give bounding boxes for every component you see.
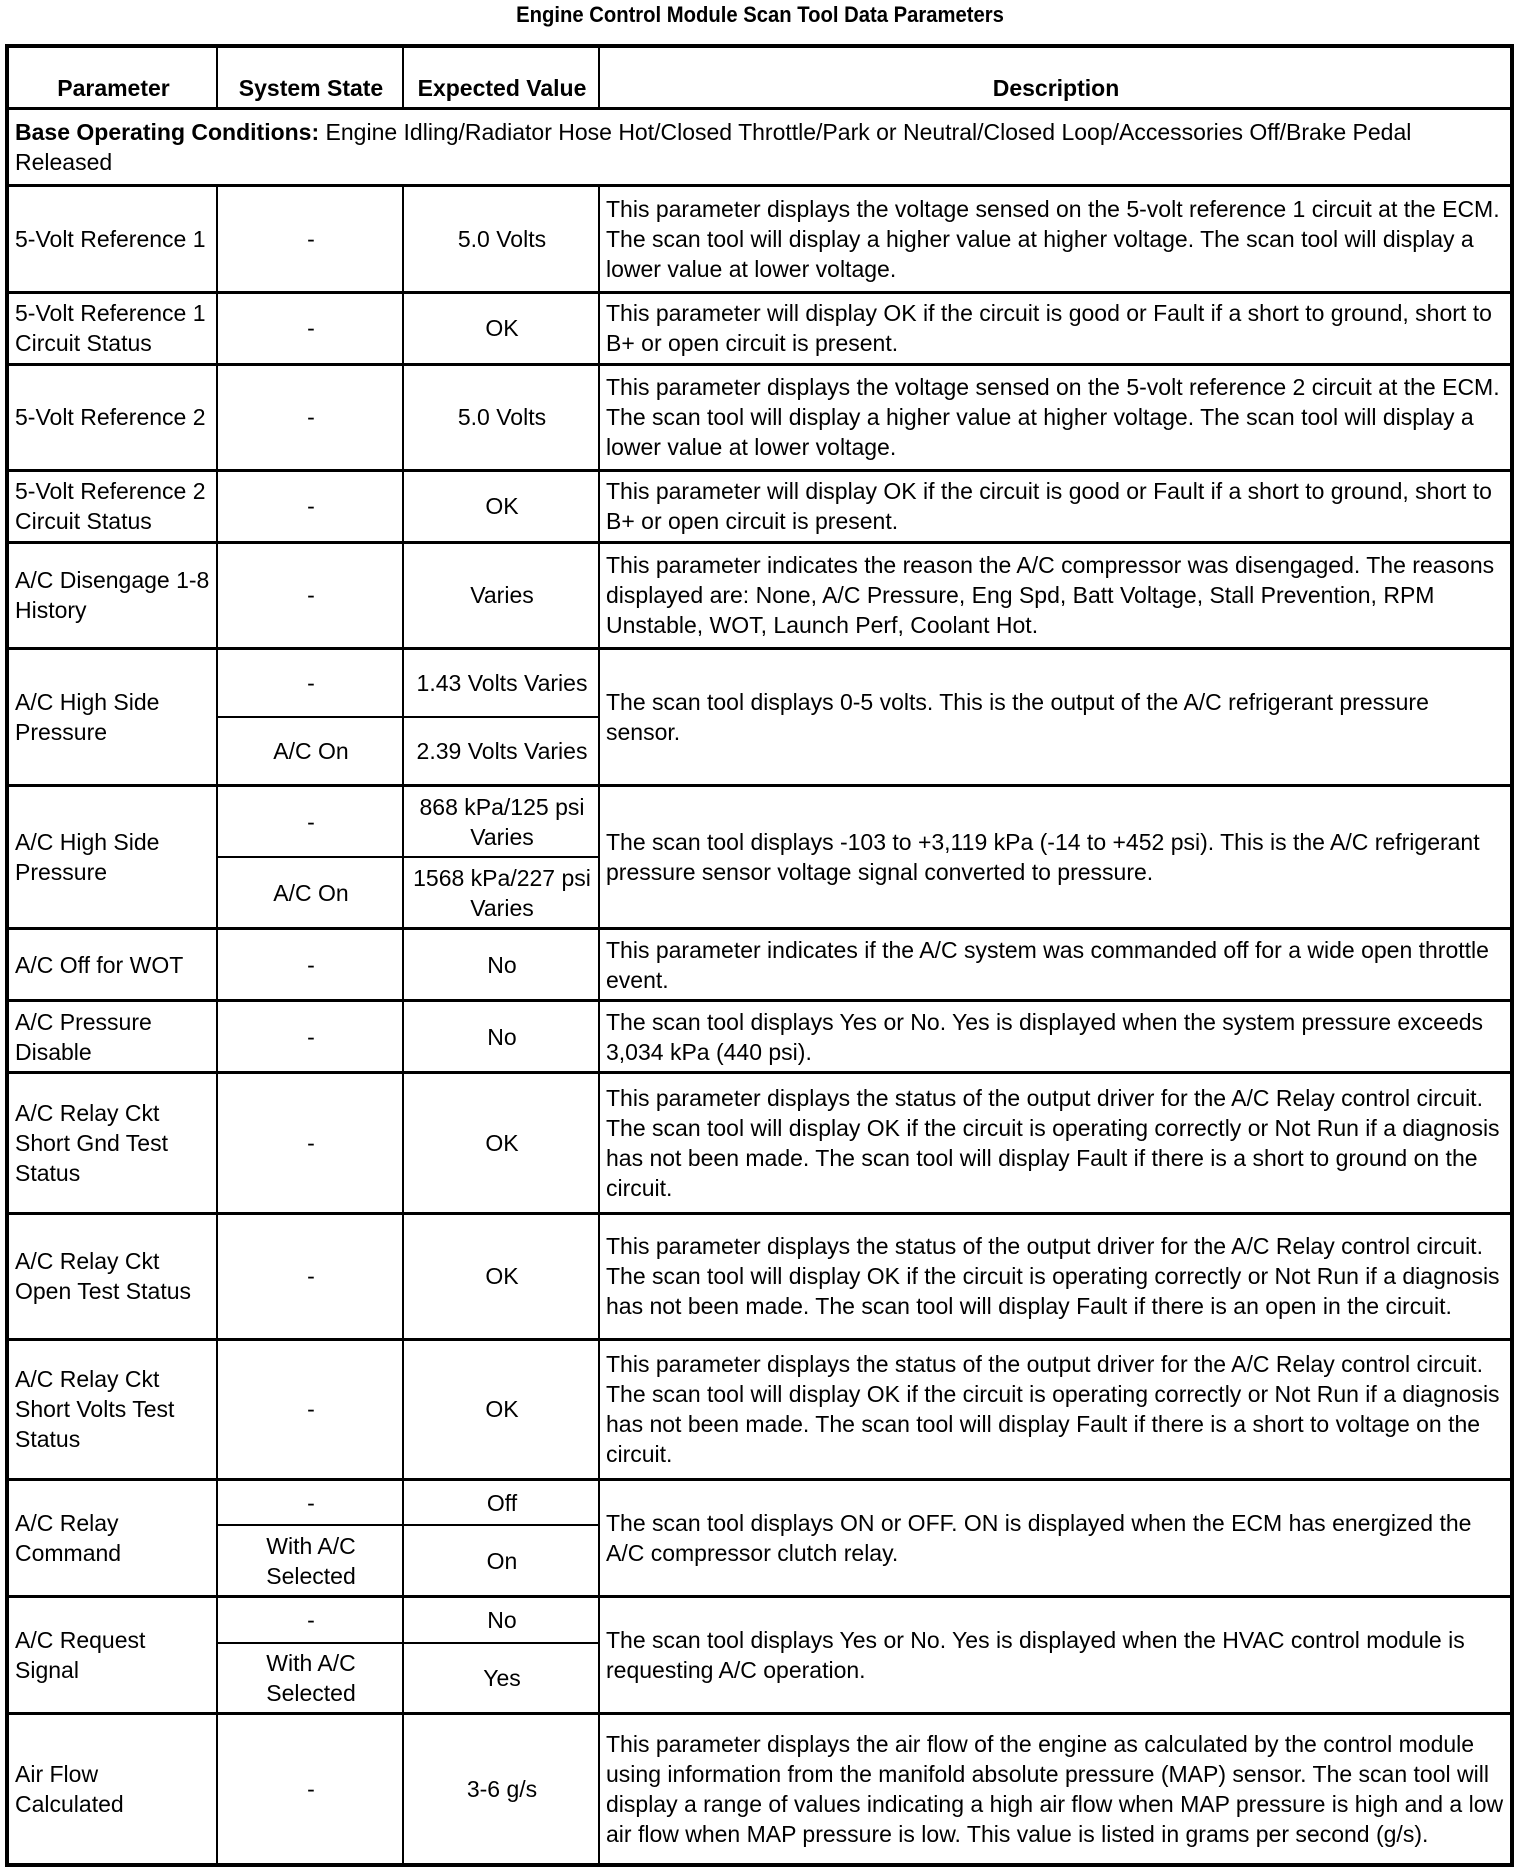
system-state-cell: - [217,649,403,718]
expected-value-cell: 5.0 Volts [403,364,599,470]
system-state-cell: With A/C Selected [217,1525,403,1596]
description-cell: This parameter indicates if the A/C system was commanded off for a wide open throttle event. [599,929,1512,1001]
system-state-cell: - [217,470,403,542]
header-system-state: System State [217,46,403,108]
system-state-cell: - [217,1597,403,1643]
parameter-cell: A/C Disengage 1-8 History [7,542,217,648]
description-cell: This parameter indicates the reason the A/C compressor was disengaged. The reasons displayed are: None, A/C Pressure, Eng Spd, Batt Voltage, Stall Prevention, RPM Unstable, WOT, Launch Perf, Coolant Hot. [599,542,1512,648]
description-cell: This parameter will display OK if the circuit is good or Fault if a short to ground, short to B+ or open circuit is present. [599,470,1512,542]
description-cell: The scan tool displays -103 to +3,119 kPa (-14 to +452 psi). This is the A/C refrigerant pressure sensor voltage signal converted to pressure. [599,786,1512,929]
expected-value-cell: OK [403,292,599,364]
expected-value-cell: 2.39 Volts Varies [403,717,599,786]
scan-tool-parameters-table [5,44,1514,1867]
document-title: Engine Control Module Scan Tool Data Parameters [516,2,1004,27]
expected-value-cell: Varies [403,542,599,648]
description-cell: This parameter displays the status of the output driver for the A/C Relay control circuit. The scan tool will display OK if the circuit is operating correctly or Not Run if a diagnosis has not been made. The scan tool will display Fault if there is an open in the circuit. [599,1213,1512,1339]
parameter-cell: 5-Volt Reference 2 Circuit Status [7,470,217,542]
expected-value-cell: 868 kPa/125 psi Varies [403,786,599,857]
parameter-cell: Air Flow Calculated [7,1714,217,1865]
base-operating-conditions [7,108,1512,186]
expected-value-cell: 3-6 g/s [403,1714,599,1865]
system-state-cell: - [217,1213,403,1339]
system-state-cell: A/C On [217,857,403,928]
system-state-cell: - [217,1001,403,1073]
table-row [7,1339,1512,1480]
table-row [7,1213,1512,1339]
table-row [7,1073,1512,1214]
expected-value-cell: OK [403,1339,599,1480]
parameter-cell: A/C Off for WOT [7,929,217,1001]
table-row [7,1480,1512,1526]
header-expected-value: Expected Value [403,46,599,108]
expected-value-cell: OK [403,1213,599,1339]
parameter-cell: A/C Request Signal [7,1597,217,1714]
expected-value-cell: OK [403,1073,599,1214]
description-cell: The scan tool displays ON or OFF. ON is displayed when the ECM has energized the A/C compressor clutch relay. [599,1480,1512,1597]
table-row [7,364,1512,470]
expected-value-cell: No [403,929,599,1001]
system-state-cell: - [217,1480,403,1526]
parameter-cell: 5-Volt Reference 1 Circuit Status [7,292,217,364]
expected-value-cell: OK [403,470,599,542]
description-cell: This parameter will display OK if the circuit is good or Fault if a short to ground, short to B+ or open circuit is present. [599,292,1512,364]
description-cell: The scan tool displays Yes or No. Yes is displayed when the HVAC control module is requesting A/C operation. [599,1597,1512,1714]
system-state-cell: - [217,186,403,292]
expected-value-cell: Yes [403,1643,599,1714]
table-row [7,786,1512,857]
header-description: Description [599,46,1512,108]
system-state-cell: - [217,1339,403,1480]
expected-value-cell: No [403,1001,599,1073]
description-cell: This parameter displays the voltage sensed on the 5-volt reference 1 circuit at the ECM. The scan tool will display a higher value at higher voltage. The scan tool will display a lower value at lower voltage. [599,186,1512,292]
base-operating-conditions-row [7,108,1512,186]
system-state-cell: A/C On [217,717,403,786]
expected-value-cell: On [403,1525,599,1596]
description-cell: This parameter displays the air flow of the engine as calculated by the control module using information from the manifold absolute pressure (MAP) sensor. The scan tool will display a range of values indicating a high air flow when MAP pressure is high and a low air flow when MAP pressure is low. This value is listed in grams per second (g/s). [599,1714,1512,1865]
base-conditions-text: Engine Idling/Radiator Hose Hot/Closed Throttle/Park or Neutral/Closed Loop/Accessories Off/Brake Pedal Released [15,118,1412,175]
system-state-cell: - [217,292,403,364]
expected-value-cell: Off [403,1480,599,1526]
header-parameter: Parameter [7,46,217,108]
table-row [7,1714,1512,1865]
table-row [7,929,1512,1001]
system-state-cell: - [217,1714,403,1865]
table-header-row [7,46,1512,108]
description-cell: The scan tool displays 0-5 volts. This is the output of the A/C refrigerant pressure sensor. [599,649,1512,786]
parameter-cell: A/C Relay Command [7,1480,217,1597]
table-row [7,1001,1512,1073]
system-state-cell: - [217,542,403,648]
parameter-cell: A/C High Side Pressure [7,786,217,929]
parameter-cell: 5-Volt Reference 2 [7,364,217,470]
parameter-cell: A/C Relay Ckt Open Test Status [7,1213,217,1339]
parameter-cell: A/C High Side Pressure [7,649,217,786]
system-state-cell: - [217,1073,403,1214]
table-row [7,649,1512,718]
description-cell: This parameter displays the status of the output driver for the A/C Relay control circuit. The scan tool will display OK if the circuit is operating correctly or Not Run if a diagnosis has not been made. The scan tool will display Fault if there is a short to voltage on the circuit. [599,1339,1512,1480]
expected-value-cell: 1568 kPa/227 psi Varies [403,857,599,928]
base-conditions-label: Base Operating Conditions: [15,118,320,145]
description-cell: This parameter displays the status of the output driver for the A/C Relay control circuit. The scan tool will display OK if the circuit is operating correctly or Not Run if a diagnosis has not been made. The scan tool will display Fault if there is a short to ground on the circuit. [599,1073,1512,1214]
system-state-cell: - [217,929,403,1001]
parameter-cell: A/C Pressure Disable [7,1001,217,1073]
description-cell: The scan tool displays Yes or No. Yes is displayed when the system pressure exceeds 3,034 kPa (440 psi). [599,1001,1512,1073]
expected-value-cell: No [403,1597,599,1643]
system-state-cell: - [217,364,403,470]
table-row [7,186,1512,292]
expected-value-cell: 1.43 Volts Varies [403,649,599,718]
table-row [7,1597,1512,1643]
table-row [7,292,1512,364]
table-row [7,470,1512,542]
table-row [7,542,1512,648]
system-state-cell: With A/C Selected [217,1643,403,1714]
description-cell: This parameter displays the voltage sensed on the 5-volt reference 2 circuit at the ECM. The scan tool will display a higher value at higher voltage. The scan tool will display a lower value at lower voltage. [599,364,1512,470]
expected-value-cell: 5.0 Volts [403,186,599,292]
parameter-cell: 5-Volt Reference 1 [7,186,217,292]
parameter-cell: A/C Relay Ckt Short Volts Test Status [7,1339,217,1480]
parameter-cell: A/C Relay Ckt Short Gnd Test Status [7,1073,217,1214]
system-state-cell: - [217,786,403,857]
